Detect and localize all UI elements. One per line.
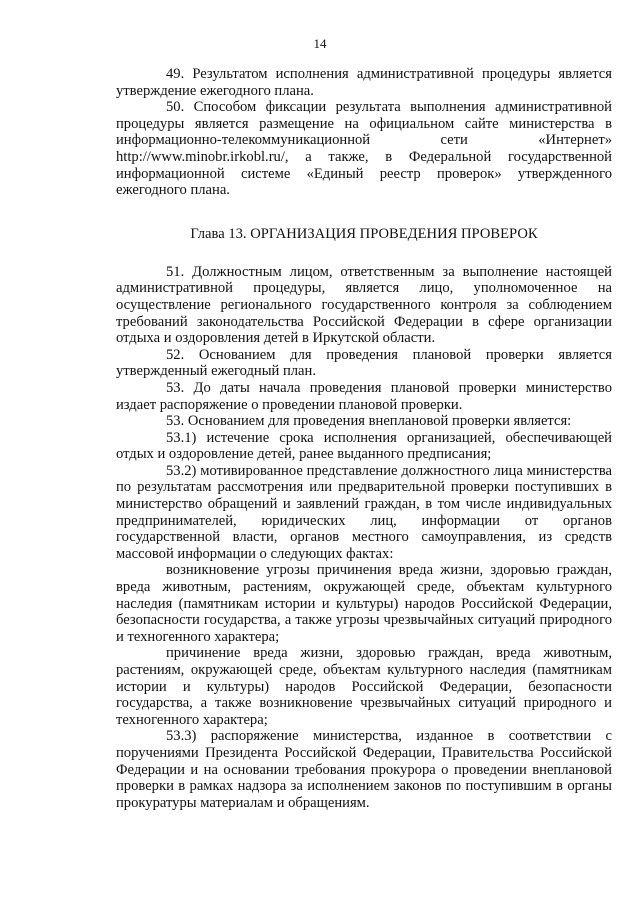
paragraph-52: 52. Основанием для проведения плановой проверки является утвержденный ежегодный план. [116,346,612,380]
chapter-heading: Глава 13. ОРГАНИЗАЦИЯ ПРОВЕДЕНИЯ ПРОВЕРОК [190,225,538,242]
paragraph-53-planned: 53. До даты начала проведения плановой проверки министерство издает распоряжение о проведении плановой проверки. [116,379,612,413]
paragraph-53-unplanned: 53. Основанием для проведения внеплановой проверки является: [166,413,572,430]
document-body [116,66,612,811]
paragraph-49: 49. Результатом исполнения административной процедуры является утверждение ежегодного плана. [116,66,612,99]
paragraph-50: 50. Способом фиксации результата выполнения административной процедуры является размещение на официальном сайте министерства в информационно-телекоммуникационной сети «Интернет» http://www.minobr.irkobl.ru/, а также, в Федеральной государственной информационной системе «Единый реестр проверок» утвержденного ежегодного плана. [116,99,612,199]
page-number: 14 [313,36,327,51]
subparagraph-53-3: 53.3) распоряжение министерства, изданное в соответствии с поручениями Президента Российской Федерации, Правительства Российской Федерации и на основании требования прокурора о проведении внеплановой проверки в рамках надзора за исполнением законов по поступившим в органы прокуратуры материалам и обращениям. [116,728,612,811]
subparagraph-53-2: 53.2) мотивированное представление должностного лица министерства по результатам рассмотрения или предварительной проверки поступивших в министерство обращений и заявлений граждан, в том числе индивидуальных предпринимателей, юридических лиц, информации от органов государственной власти, органов местного самоуправления, из средств массовой информации о следующих фактах: [116,462,612,562]
fact-threat-of-harm: возникновение угрозы причинения вреда жизни, здоровью граждан, вреда животным, растениям, окружающей среде, объектам культурного наследия (памятникам истории и культуры) народов Российской Федерации, безопасности государства, а также угрозы чрезвычайных ситуаций природного и техногенного характера; [116,562,612,645]
paragraph-51: 51. Должностным лицом, ответственным за выполнение настоящей административной процедуры, является лицо, уполномоченное на осуществление регионального государственного контроля за соблюдением требований законодательства Российской Федерации в сфере организации отдыха и оздоровления детей в Иркутской области. [116,263,612,347]
subparagraph-53-1: 53.1) истечение срока исполнения организацией, обеспечивающей отдых и оздоровление детей, ранее выданного предписания; [116,429,612,463]
fact-harm-caused: причинение вреда жизни, здоровью граждан, вреда животным, растениям, окружающей среде, объектам культурного наследия (памятникам истории и культуры) народов Российской Федерации, безопасности государства, а также возникновение чрезвычайных ситуаций природного и техногенного характера; [116,645,612,728]
